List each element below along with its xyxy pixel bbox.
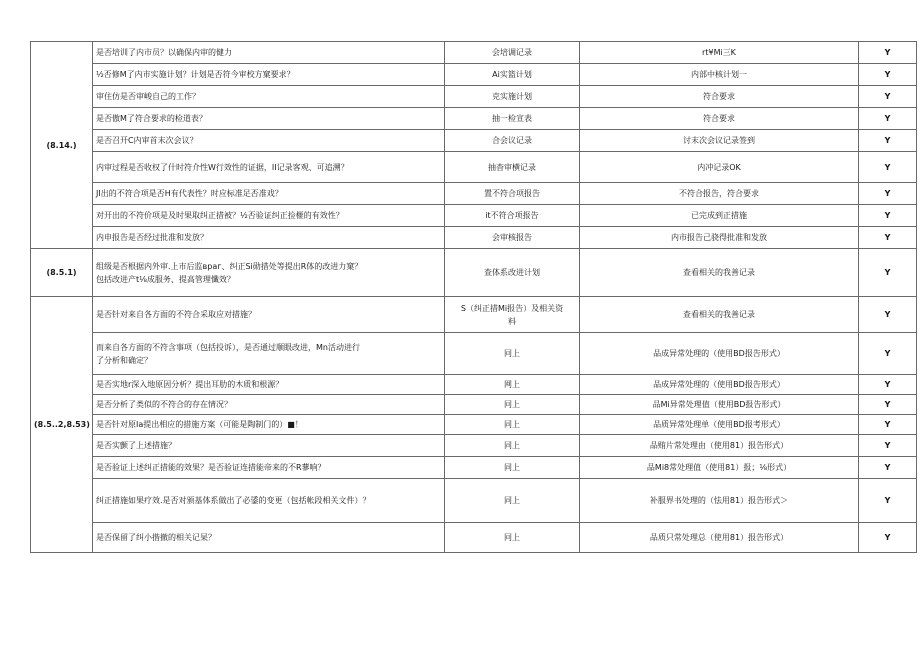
question-cell: 是否验证上述纠正措能的效果？是否验证连措能帝来的不R蓼响？ (93, 457, 445, 479)
record-cell: Ai实篮计划 (445, 64, 580, 86)
question-cell (93, 249, 445, 297)
table-row (31, 86, 917, 108)
table-row (31, 479, 917, 523)
table-row (31, 395, 917, 415)
question-cell: 内审过程是否收权了什时符介性W行效性的证据，II记录客观、可追溯？ (93, 152, 445, 183)
question-cell: ½否修M了内市实施计划？计划是否符今审校方窠要求？ (93, 64, 445, 86)
table-row (31, 375, 917, 395)
question-cell: 是否保留了纠小揩撤的相关记杲？ (93, 523, 445, 553)
conformity-mark: Y (859, 227, 917, 249)
question-cell: 审住仿是否审峻自己的工作？ (93, 86, 445, 108)
result-cell: 符合要求 (580, 108, 859, 130)
result-cell: 品贿片常处理由（使用81）报告形式） (580, 435, 859, 457)
result-cell: 品质只常处理总（使用81）报告形式） (580, 523, 859, 553)
record-cell: 同上 (445, 415, 580, 435)
result-cell: 品质异常处理单（使用BD报考形式） (580, 415, 859, 435)
table-row (31, 435, 917, 457)
question-cell: 是否实颤了上述措施？ (93, 435, 445, 457)
record-line: 料 (508, 316, 516, 326)
question-cell: 是否分析了类似的不符合的存在情况？ (93, 395, 445, 415)
result-cell: 品Mi异常处理值（使用BD报告形式） (580, 395, 859, 415)
question-cell: 内申报告是否经过批准和发放？ (93, 227, 445, 249)
question-cell: 是否实地r深入地原因分析？提出耳肋的木质和根源？ (93, 375, 445, 395)
question-cell: 是否召开C内审首末次会议？ (93, 130, 445, 152)
question-cell: 是否培训了内市员？以确保内审的健力 (93, 42, 445, 64)
record-cell: 合会议记录 (445, 130, 580, 152)
question-cell: 纠正措施如果疗效.是否对颁基体系做出了必鋈的变更（包括帐段相关文件）？ (93, 479, 445, 523)
table-row (31, 249, 917, 297)
result-cell: 内冲记录OK (580, 152, 859, 183)
question-cell: 是否针对原Ia提出相应的措施方案（可能是陶制门的）■！ (93, 415, 445, 435)
result-cell: 内市报告己骁得批准和发放 (580, 227, 859, 249)
table-row (31, 108, 917, 130)
conformity-mark: Y (859, 457, 917, 479)
conformity-mark: Y (859, 395, 917, 415)
result-cell: 不符合报告，符合要求 (580, 183, 859, 205)
conformity-mark: Y (859, 183, 917, 205)
question-cell: JI出的不符合项是否H有代表性？时应标准足否准戏？ (93, 183, 445, 205)
question-line: 了分析和确定？ (96, 355, 152, 365)
table-row (31, 152, 917, 183)
record-cell: 同上 (445, 435, 580, 457)
table-row (31, 297, 917, 333)
result-cell: 品成异常处理的（使用BD报告形式） (580, 375, 859, 395)
result-cell: 已完成到正措施 (580, 205, 859, 227)
table-row (31, 523, 917, 553)
table-row (31, 333, 917, 375)
table-row (31, 42, 917, 64)
question-line: 组级是否根据内外审.上市后监враг、纠正Si勋措处等提出R体的改进力窠？ (96, 261, 363, 271)
result-cell: 符合要求 (580, 86, 859, 108)
audit-checklist-table (30, 41, 917, 553)
clause-cell: (8.5.1) (31, 249, 93, 297)
conformity-mark: Y (859, 205, 917, 227)
table-row (31, 227, 917, 249)
question-cell: 是否针对来自各方面的不符合采取应对措施？ (93, 297, 445, 333)
table-row (31, 415, 917, 435)
table-row (31, 183, 917, 205)
conformity-mark: Y (859, 415, 917, 435)
result-cell: 品成异常处理的（使用BD报告形式） (580, 333, 859, 375)
record-cell: 会培调记录 (445, 42, 580, 64)
conformity-mark: Y (859, 479, 917, 523)
conformity-mark: Y (859, 152, 917, 183)
result-cell: 查看相关的我善记录 (580, 297, 859, 333)
result-cell: 内部中核计划一 (580, 64, 859, 86)
conformity-mark: Y (859, 297, 917, 333)
record-cell: 网上 (445, 375, 580, 395)
conformity-mark: Y (859, 130, 917, 152)
question-cell: 是否傲M了符合要求的检道表？ (93, 108, 445, 130)
conformity-mark: Y (859, 333, 917, 375)
table-row (31, 64, 917, 86)
result-cell: 查看相关的我善记录 (580, 249, 859, 297)
clause-cell: (8.14.) (31, 42, 93, 249)
record-cell: 冋上 (445, 395, 580, 415)
conformity-mark: Y (859, 249, 917, 297)
record-cell: 克实施计划 (445, 86, 580, 108)
question-cell: 对开出的不符价项是及时果取纠正措被？½否验证纠正捡榧的有效性？ (93, 205, 445, 227)
conformity-mark: Y (859, 375, 917, 395)
record-cell: it不符合项报告 (445, 205, 580, 227)
clause-cell: (8.5..2,8.53) (31, 297, 93, 553)
result-cell: 补服界书处理的（怯用81）报告形式＞ (580, 479, 859, 523)
record-cell: 查体系改进计划 (445, 249, 580, 297)
table-row (31, 205, 917, 227)
table-row (31, 457, 917, 479)
record-cell: 抽杳审横记录 (445, 152, 580, 183)
question-line: 而来自各方面的不符含事项（包括投诉），是否通过顺眼改进，Mn活动进行 (96, 342, 360, 352)
record-cell: 同上 (445, 457, 580, 479)
result-cell: 品Mi8常处理值（使用81）报；⅛形式） (580, 457, 859, 479)
conformity-mark: Y (859, 42, 917, 64)
conformity-mark: Y (859, 64, 917, 86)
record-cell: 会审核报告 (445, 227, 580, 249)
question-line: 包括改进产t⅛成服务、提高管理懺效？ (96, 274, 235, 284)
record-line: S（纠正措Mi报告）及相关资 (460, 303, 564, 313)
result-cell: rt¥Mi三K (580, 42, 859, 64)
question-cell (93, 333, 445, 375)
conformity-mark: Y (859, 86, 917, 108)
record-cell: 冋上 (445, 333, 580, 375)
record-cell: 置不符合项报告 (445, 183, 580, 205)
conformity-mark: Y (859, 435, 917, 457)
record-cell (445, 297, 580, 333)
record-cell: 抽一检宣表 (445, 108, 580, 130)
record-cell: 冋上 (445, 523, 580, 553)
conformity-mark: Y (859, 108, 917, 130)
result-cell: 讨末次会议记录签到 (580, 130, 859, 152)
table-row (31, 130, 917, 152)
conformity-mark: Y (859, 523, 917, 553)
record-cell: 同上 (445, 479, 580, 523)
